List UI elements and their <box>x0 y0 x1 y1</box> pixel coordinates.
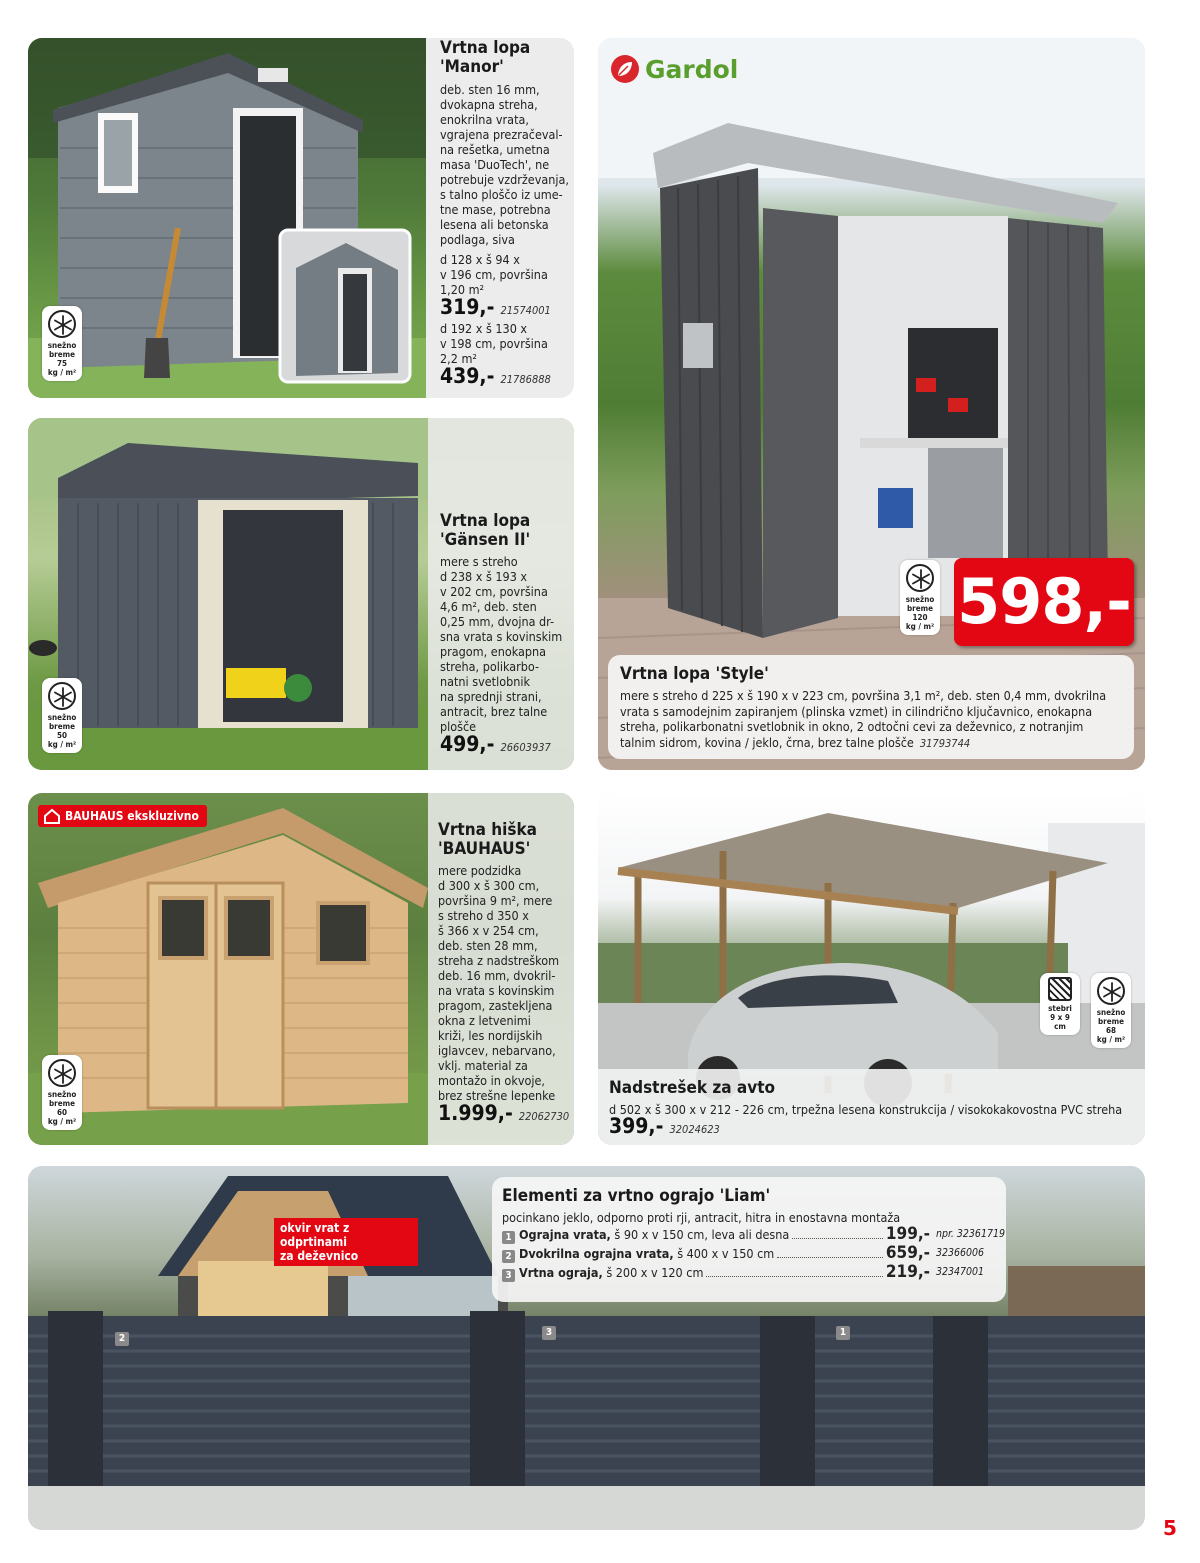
item-name: Ograjna vrata, <box>519 1227 611 1242</box>
fence-item <box>502 1224 1005 1244</box>
manor-price-1-row <box>440 297 570 321</box>
item-spec: š 200 x v 120 cm <box>606 1265 704 1280</box>
snow-label: breme <box>49 722 75 731</box>
snow-unit: kg / m² <box>47 368 77 377</box>
style-price: 598,- <box>957 565 1131 638</box>
snow-label: snežno <box>1096 1008 1126 1017</box>
manor-photo <box>28 38 426 398</box>
manor-shed-illustration <box>28 38 426 398</box>
style-title: Vrtna lopa 'Style' <box>620 664 769 684</box>
manor-article-1: 21574001 <box>500 304 551 317</box>
snow-unit: kg / m² <box>47 740 77 749</box>
gardol-brand-name: Gardol <box>645 54 739 84</box>
manor-price-2-row <box>440 366 570 390</box>
carport-title: Nadstrešek za avto <box>609 1078 776 1098</box>
snow-value: 60 <box>56 1108 67 1117</box>
gansen-snow-load-badge <box>42 678 82 753</box>
product-card-carport <box>598 793 1145 1145</box>
item-price: 659,- <box>885 1243 930 1263</box>
snow-label: breme <box>49 350 75 359</box>
style-info-panel <box>608 655 1134 759</box>
manor-price-2: 439,- <box>440 364 495 388</box>
style-price-badge <box>954 558 1134 646</box>
fence-item <box>502 1263 998 1282</box>
fence-feature-tag: okvir vrat z odprtinami za deževnico <box>274 1218 418 1266</box>
snow-label: snežno <box>905 595 935 604</box>
manor-article-2: 21786888 <box>500 373 551 386</box>
post-section-icon <box>1048 977 1072 1001</box>
snow-unit: kg / m² <box>905 622 935 631</box>
snow-label: breme <box>907 604 933 613</box>
gansen-title: Vrtna lopa 'Gänsen II' <box>440 511 531 550</box>
carport-info-panel <box>598 1069 1145 1145</box>
item-number: 3 <box>502 1269 515 1282</box>
snow-unit: kg / m² <box>47 1117 77 1126</box>
fence-marker-single-gate: 1 <box>836 1326 850 1340</box>
product-card-bauhaus <box>28 793 574 1145</box>
product-card-manor <box>28 38 574 398</box>
gansen-price-row <box>440 734 572 758</box>
product-card-gansen <box>28 418 574 770</box>
bauhaus-price: 1.999,- <box>438 1101 513 1125</box>
gardol-leaf-icon <box>610 54 640 84</box>
carport-description: d 502 x š 300 x v 212 - 226 cm, trpežna lesena konstrukcija / visokokakovostna PVC streha <box>609 1102 1123 1117</box>
item-price: 219,- <box>885 1262 930 1282</box>
snow-label: breme <box>49 1099 75 1108</box>
gansen-description: mere s streho d 238 x š 193 x v 202 cm, površina 4,6 m², deb. sten 0,25 mm, dvojna dr- sna vrata s kovinskim pragom, enokapna streha, polikarbo- natni svetlobnik na sprednji strani, antracit, brez talne plošče <box>440 554 563 734</box>
item-number: 1 <box>502 1231 515 1244</box>
posts-value: 9 x 9 <box>1050 1013 1070 1022</box>
bauhaus-title: Vrtna hiška 'BAUHAUS' <box>438 820 537 859</box>
fence-title: Elementi za vrtno ograjo 'Liam' <box>502 1186 771 1206</box>
fence-item-list <box>502 1224 1005 1282</box>
manor-description: deb. sten 16 mm, dvokapna streha, enokrilna vrata, vgrajena prezračeval- na rešetka, umetna masa 'DuoTech', ne potrebuje vzdrževanja, s talno ploščo iz ume- tne mase, potrebna lesena ali betonska podlaga, siva <box>440 82 569 247</box>
item-name: Dvokrilna ograjna vrata, <box>519 1246 674 1261</box>
style-snow-load-badge <box>900 560 940 635</box>
fence-subtitle: pocinkano jeklo, odporno proti rji, antracit, hitra in enostavna montaža <box>502 1210 901 1225</box>
manor-snow-load-badge <box>42 306 82 381</box>
carport-posts-badge <box>1040 973 1080 1035</box>
snow-value: 120 <box>912 613 928 622</box>
snowflake-icon <box>1097 977 1125 1005</box>
item-article: 32366006 <box>936 1247 985 1259</box>
fence-marker-double-gate: 2 <box>115 1332 129 1346</box>
snow-unit: kg / m² <box>1096 1035 1126 1044</box>
fence-item <box>502 1244 998 1263</box>
snow-value: 68 <box>1105 1026 1116 1035</box>
item-spec: š 400 x v 150 cm <box>677 1246 775 1261</box>
snowflake-icon <box>48 1059 76 1087</box>
carport-price-row <box>609 1116 720 1140</box>
gansen-shed-illustration <box>28 418 428 770</box>
gardol-logo <box>610 54 738 84</box>
snowflake-icon <box>48 310 76 338</box>
page-number: 5 <box>1163 1516 1177 1540</box>
item-name: Vrtna ograja, <box>519 1265 603 1280</box>
snow-label: snežno <box>47 713 77 722</box>
manor-price-1: 319,- <box>440 295 495 319</box>
bauhaus-price-row <box>438 1103 572 1127</box>
bauhaus-text <box>438 821 572 1127</box>
house-icon <box>43 808 61 824</box>
gansen-price: 499,- <box>440 732 495 756</box>
posts-unit: cm <box>1054 1022 1066 1031</box>
posts-label: stebri <box>1048 1004 1072 1013</box>
item-article: 32347001 <box>936 1266 985 1278</box>
bauhaus-article: 22062730 <box>518 1110 570 1123</box>
item-spec: š 90 x v 150 cm, leva ali desna <box>614 1227 790 1242</box>
manor-variant-1: d 128 x š 94 x v 196 cm, površina 1,20 m² <box>440 252 548 297</box>
item-article: npr. 32361719 <box>936 1228 1005 1240</box>
item-number: 2 <box>502 1250 515 1263</box>
carport-article: 32024623 <box>669 1123 720 1136</box>
product-card-fence <box>28 1166 1145 1530</box>
fence-marker-fence-panel: 3 <box>542 1326 556 1340</box>
snowflake-icon <box>906 564 934 592</box>
gansen-text <box>440 512 572 758</box>
snow-value: 50 <box>56 731 67 740</box>
fence-info-panel <box>492 1177 1006 1302</box>
bauhaus-description: mere podzidka d 300 x š 300 cm, površina 9 m², mere s streho d 350 x š 366 x v 254 cm, deb. sten 28 mm, streha z nadstreškom deb. 16 mm, dvokril- na vrata s kovinskim pragom, zastekljena okna z letvenimi križi, les nordijskih iglavcev, nebarvano, vklj. material za montažo in okvoje, brez strešne lepenke <box>438 863 560 1103</box>
manor-variant-2: d 192 x š 130 x v 198 cm, površina 2,2 m² <box>440 321 548 366</box>
gansen-article: 26603937 <box>500 741 551 754</box>
snow-label: snežno <box>47 1090 77 1099</box>
snow-value: 75 <box>56 359 67 368</box>
carport-price: 399,- <box>609 1114 664 1138</box>
bauhaus-cabin-illustration <box>28 793 428 1145</box>
style-description: mere s streho d 225 x š 190 x v 223 cm, površina 3,1 m², deb. sten 0,4 mm, dvokrilna vrata s samodejnim zapiranjem (plinska vzmet) in cilindrično ključavnico, enokapna streha, polikarbonatni svetlobnik in okno, 2 odtočni cevi za deževnico, z notranjim talnim sidrom, kovina / jeklo, črna, brez talne plošče 31793744 <box>620 688 1107 750</box>
style-article: 31793744 <box>919 736 971 750</box>
snowflake-icon <box>48 682 76 710</box>
manor-title: Vrtna lopa 'Manor' <box>440 38 531 77</box>
carport-snow-load-badge <box>1091 973 1131 1048</box>
bauhaus-exclusive-badge: BAUHAUS ekskluzivno <box>38 805 207 827</box>
bauhaus-snow-load-badge <box>42 1055 82 1130</box>
product-card-style <box>598 38 1145 770</box>
snow-label: breme <box>1098 1017 1124 1026</box>
manor-text <box>440 38 570 390</box>
snow-label: snežno <box>47 341 77 350</box>
item-price: 199,- <box>885 1224 930 1244</box>
